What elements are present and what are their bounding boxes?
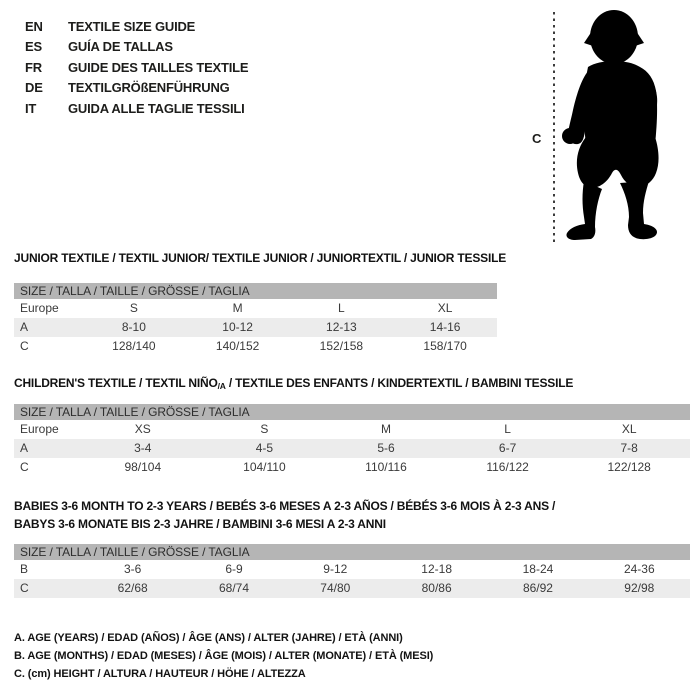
month-cell: 3-6 bbox=[123, 562, 142, 576]
babies-table-title bbox=[14, 497, 555, 533]
baby-silhouette-svg bbox=[528, 5, 696, 250]
height-cell: 62/68 bbox=[117, 581, 148, 595]
size-cell: S bbox=[260, 422, 269, 436]
lang-label-it: GUIDA ALLE TAGLIE TESSILI bbox=[68, 100, 245, 116]
age-cell: 6-7 bbox=[498, 441, 517, 455]
table-row bbox=[14, 579, 690, 598]
table-row bbox=[14, 458, 690, 477]
children-title-main: CHILDREN'S TEXTILE / TEXTIL NIÑO bbox=[14, 376, 218, 390]
lang-row-es bbox=[25, 37, 248, 58]
size-cell: M bbox=[380, 422, 391, 436]
children-size-header: SIZE / TALLA / TAILLE / GRÖSSE / TAGLIA bbox=[14, 404, 690, 420]
children-table bbox=[14, 404, 690, 477]
lang-code-fr: FR bbox=[25, 59, 42, 75]
lang-label-de: TEXTILGRÖßENFÜHRUNG bbox=[68, 80, 230, 96]
babies-title-line2: BABYS 3-6 MONATE BIS 2-3 JAHRE / BAMBINI 3-6 MESI A 2-3 ANNI bbox=[14, 517, 386, 531]
size-cell: XL bbox=[621, 422, 637, 436]
height-cell: 98/104 bbox=[124, 460, 162, 474]
table-row bbox=[14, 420, 690, 439]
lang-row-en bbox=[25, 16, 248, 37]
size-cell: XL bbox=[437, 301, 453, 315]
table-row bbox=[14, 439, 690, 458]
age-cell: 14-16 bbox=[429, 320, 461, 334]
language-title-block bbox=[25, 16, 248, 119]
row-label: C bbox=[20, 581, 29, 595]
size-figure bbox=[528, 5, 696, 250]
height-cell: 80/86 bbox=[421, 581, 452, 595]
month-cell: 18-24 bbox=[522, 562, 554, 576]
table-row bbox=[14, 299, 497, 318]
month-cell: 24-36 bbox=[623, 562, 655, 576]
height-cell: 110/116 bbox=[365, 460, 407, 474]
height-cell: 86/92 bbox=[522, 581, 553, 595]
age-cell: 7-8 bbox=[620, 441, 638, 455]
height-cell: 68/74 bbox=[218, 581, 249, 595]
height-cell: 104/110 bbox=[243, 460, 286, 474]
height-cell: 74/80 bbox=[320, 581, 351, 595]
lang-code-it: IT bbox=[25, 100, 37, 116]
height-cell: 140/152 bbox=[215, 339, 260, 353]
children-table-title bbox=[14, 376, 573, 393]
height-cell: 116/122 bbox=[486, 460, 529, 474]
month-cell: 9-12 bbox=[323, 562, 348, 576]
babies-title-line1: BABIES 3-6 MONTH TO 2-3 YEARS / BEBÉS 3-6 MESES A 2-3 AÑOS / BÉBÉS 3-6 MOIS À 2-3 ANS / bbox=[14, 499, 556, 513]
size-cell: S bbox=[129, 301, 138, 315]
lang-code-es: ES bbox=[25, 39, 42, 55]
table-row bbox=[14, 337, 497, 356]
row-label: C bbox=[20, 460, 29, 474]
lang-row-de bbox=[25, 78, 248, 99]
size-cell: L bbox=[338, 301, 345, 315]
figure-measure-label: C bbox=[532, 131, 542, 146]
age-cell: 10-12 bbox=[222, 320, 253, 334]
table-row bbox=[14, 318, 497, 337]
babies-table bbox=[14, 544, 690, 598]
lang-row-fr bbox=[25, 57, 248, 78]
height-cell: 158/170 bbox=[423, 339, 467, 353]
lang-code-de: DE bbox=[25, 80, 43, 96]
height-cell: 152/158 bbox=[319, 339, 364, 353]
age-cell: 5-6 bbox=[377, 441, 395, 455]
age-cell: 8-10 bbox=[121, 320, 146, 334]
note-age-months: B. AGE (MONTHS) / EDAD (MESES) / ÂGE (MOIS) / ALTER (MONATE) / ETÀ (MESI) bbox=[14, 650, 434, 662]
height-cell: 128/140 bbox=[112, 339, 156, 353]
height-cell: 122/128 bbox=[607, 460, 651, 474]
month-cell: 6-9 bbox=[225, 562, 243, 576]
row-label: A bbox=[20, 320, 29, 334]
lang-label-es: GUÍA DE TALLAS bbox=[68, 39, 173, 55]
lang-row-it bbox=[25, 98, 248, 119]
month-cell: 12-18 bbox=[421, 562, 452, 576]
children-title-rest: / TEXTILE DES ENFANTS / KINDERTEXTIL / BAMBINI TESSILE bbox=[225, 376, 574, 390]
row-label: A bbox=[20, 441, 29, 455]
lang-code-en: EN bbox=[25, 18, 43, 34]
lang-label-en: TEXTILE SIZE GUIDE bbox=[68, 18, 196, 34]
lang-label-fr: GUIDE DES TAILLES TEXTILE bbox=[68, 59, 249, 75]
row-label: Europe bbox=[20, 422, 59, 436]
legend-notes bbox=[14, 629, 433, 683]
age-cell: 4-5 bbox=[255, 441, 274, 455]
size-cell: M bbox=[232, 301, 243, 315]
junior-size-header: SIZE / TALLA / TAILLE / GRÖSSE / TAGLIA bbox=[14, 283, 497, 299]
note-age-years: A. AGE (YEARS) / EDAD (AÑOS) / ÂGE (ANS) / ALTER (JAHRE) / ETÀ (ANNI) bbox=[14, 632, 403, 644]
age-cell: 3-4 bbox=[134, 441, 152, 455]
baby-silhouette bbox=[562, 10, 659, 240]
age-cell: 12-13 bbox=[326, 320, 357, 334]
note-height-cm: C. (cm) HEIGHT / ALTURA / HAUTEUR / HÖHE / ALTEZZA bbox=[14, 668, 306, 680]
size-cell: L bbox=[504, 422, 511, 436]
junior-table bbox=[14, 283, 497, 356]
row-label: Europe bbox=[20, 301, 59, 315]
size-cell: XS bbox=[134, 422, 151, 436]
junior-table-title: JUNIOR TEXTILE / TEXTIL JUNIOR/ TEXTILE JUNIOR / JUNIORTEXTIL / JUNIOR TESSILE bbox=[14, 251, 507, 265]
table-row bbox=[14, 560, 690, 579]
babies-size-header: SIZE / TALLA / TAILLE / GRÖSSE / TAGLIA bbox=[14, 544, 690, 560]
children-title-subscript: /A bbox=[217, 381, 226, 391]
row-label: C bbox=[20, 339, 29, 353]
row-label: B bbox=[20, 562, 29, 576]
height-cell: 92/98 bbox=[624, 581, 655, 595]
